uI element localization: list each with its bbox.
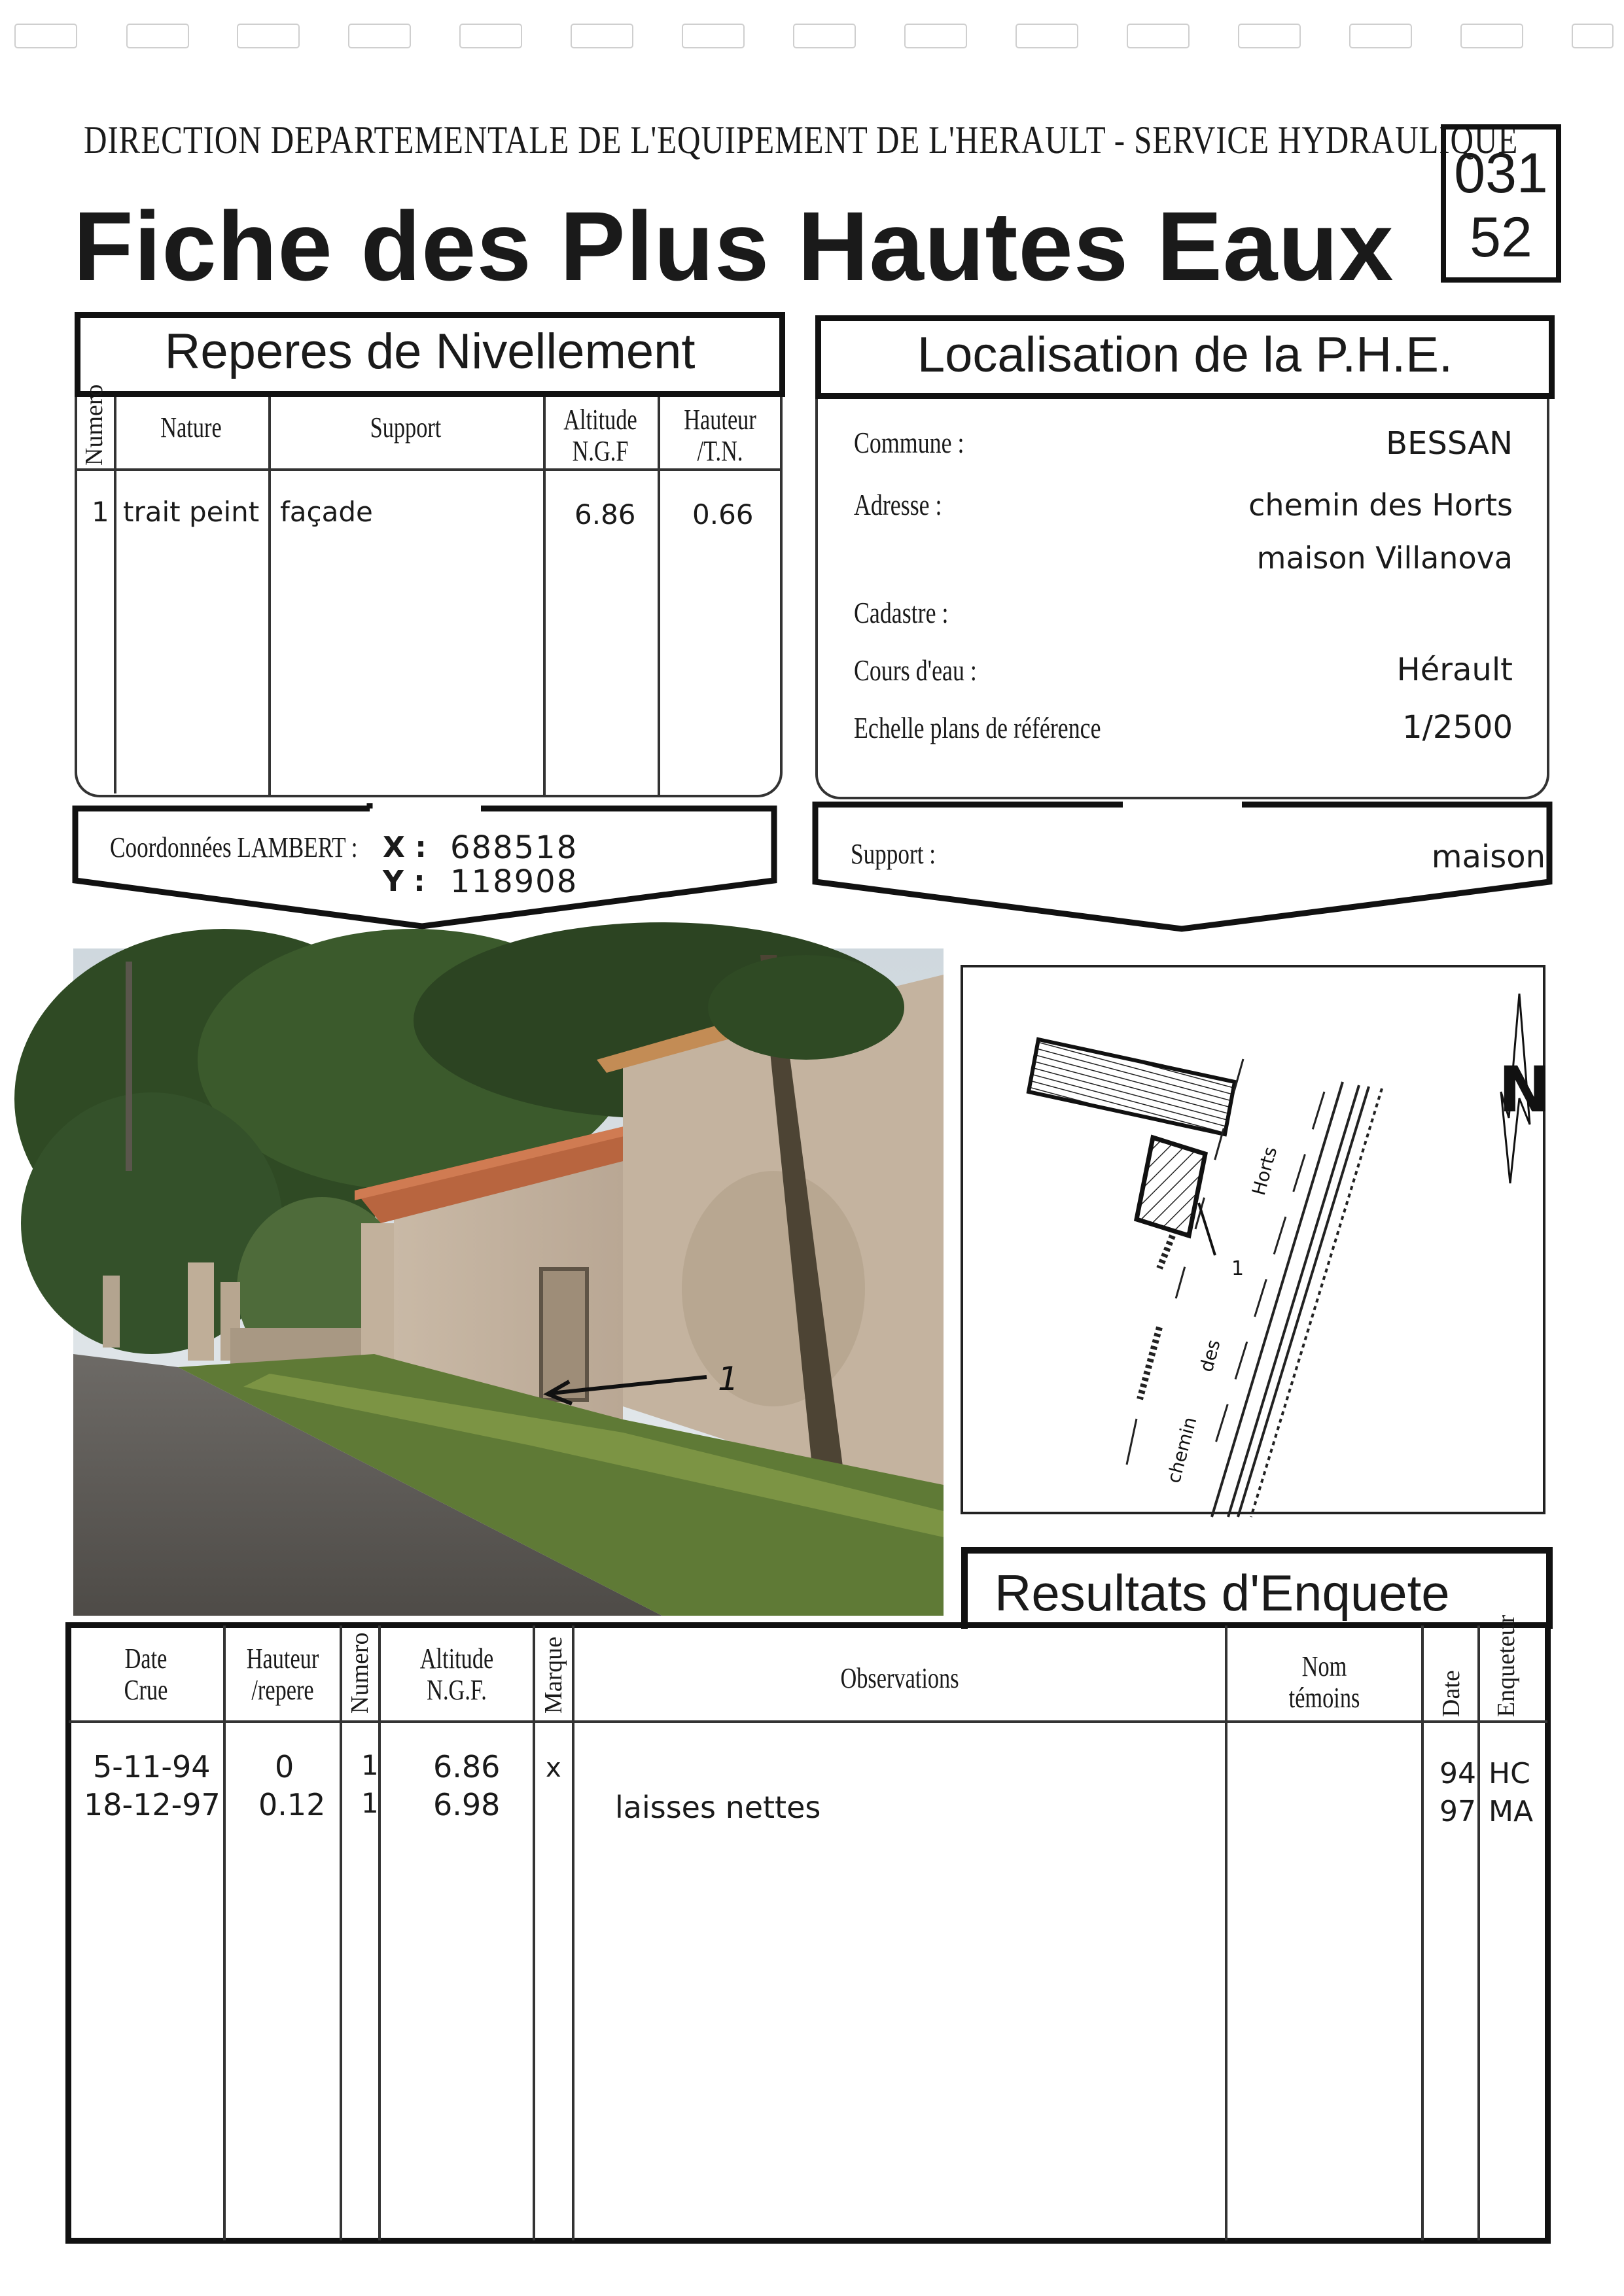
col-header-hauteur-line1: Hauteur: [684, 404, 756, 436]
col-header-enqueteur: Enqueteur: [1492, 1614, 1520, 1717]
repere-support: façade: [280, 496, 373, 528]
adresse-label: Adresse :: [854, 488, 942, 521]
repere-nature: trait peint: [123, 496, 260, 528]
table-divider: [533, 1626, 535, 2240]
sheet-code-bottom: 52: [1470, 206, 1532, 269]
col-header-altitude: [556, 404, 645, 467]
col-header-date-crue: [86, 1643, 206, 1706]
lambert-label: Coordonnées LAMBERT :: [110, 831, 358, 863]
cours-eau-value: Hérault: [1396, 652, 1513, 688]
col-header-altitude: [398, 1643, 516, 1706]
punch-hole: [459, 24, 522, 48]
col-header-altitude-line1: Altitude: [563, 404, 637, 436]
table-divider: [378, 1626, 381, 2240]
punch-hole: [348, 24, 411, 48]
punch-hole: [1460, 24, 1523, 48]
punch-hole: [793, 24, 856, 48]
col-header-numero: Numero: [346, 1632, 374, 1714]
site-photo: [73, 948, 944, 1616]
echelle-label: Echelle plans de référence: [854, 711, 1101, 744]
col-header-hauteur: [671, 404, 769, 467]
repere-hauteur: 0.66: [692, 498, 754, 531]
row-date: 97: [1439, 1795, 1476, 1828]
commune-value: BESSAN: [1386, 425, 1513, 462]
repere-altitude: 6.86: [574, 498, 636, 531]
col-header-nature: Nature: [160, 411, 222, 444]
map-street-label-1: chemin: [1162, 1414, 1201, 1486]
lambert-y-value: 118908: [450, 863, 578, 900]
col-header-date-crue-line1: Date: [124, 1643, 168, 1675]
punch-hole: [1349, 24, 1412, 48]
table-divider: [1477, 1626, 1480, 2240]
echelle-value: 1/2500: [1402, 709, 1513, 746]
col-header-hauteur-repere: [238, 1643, 327, 1706]
row-numero: 1: [361, 1749, 379, 1781]
map-street-label-3: Horts: [1247, 1144, 1282, 1198]
north-arrow-icon: [1498, 994, 1551, 1183]
col-header-altitude-line2: N.G.F.: [427, 1674, 487, 1706]
adresse-line2: maison Villanova: [1256, 540, 1513, 576]
table-divider: [223, 1626, 226, 2240]
lambert-arrow-frame: [69, 802, 792, 943]
adresse-line1: chemin des Horts: [1248, 487, 1513, 523]
col-header-observations: Observations: [840, 1662, 959, 1694]
table-header-rule: [75, 468, 783, 471]
lambert-x-label: X :: [383, 831, 427, 864]
north-label: N: [1498, 1053, 1551, 1126]
col-header-date: Date: [1438, 1670, 1465, 1717]
repere-numero: 1: [92, 496, 109, 528]
col-header-altitude-line2: N.G.F: [572, 435, 629, 467]
punch-hole: [571, 24, 633, 48]
punch-hole: [14, 24, 77, 48]
cadastre-label: Cadastre :: [854, 596, 949, 629]
lambert-y-label: Y :: [383, 865, 425, 898]
table-divider: [268, 397, 271, 796]
support-label: Support :: [851, 838, 936, 870]
row-date-crue: 18-12-97: [84, 1787, 221, 1822]
row-date-crue: 5-11-94: [93, 1749, 211, 1784]
col-header-altitude-line1: Altitude: [419, 1643, 494, 1675]
punch-hole: [237, 24, 300, 48]
organization-header: DIRECTION DEPARTEMENTALE DE L'EQUIPEMENT DE L'HERAULT - SERVICE HYDRAULIQUE: [84, 118, 1519, 162]
punch-hole: [1127, 24, 1190, 48]
punch-hole: [904, 24, 967, 48]
col-header-hauteur-line1: Hauteur: [246, 1643, 319, 1675]
col-header-hauteur-line2: /repere: [251, 1674, 314, 1706]
col-header-nom-line1: Nom: [1301, 1650, 1347, 1682]
map-street-label-2: des: [1195, 1337, 1225, 1374]
col-header-hauteur-line2: /T.N.: [697, 435, 743, 467]
row-date: 94: [1439, 1757, 1476, 1790]
punch-hole: [682, 24, 745, 48]
punch-hole: [1572, 24, 1614, 48]
localisation-section-title: Localisation de la P.H.E.: [815, 315, 1555, 399]
col-header-numero: Numero: [80, 384, 108, 466]
table-divider: [1421, 1626, 1424, 2240]
col-header-support: Support: [370, 411, 442, 444]
row-observations: laisses nettes: [615, 1790, 821, 1825]
lambert-x-value: 688518: [450, 829, 578, 866]
commune-label: Commune :: [854, 426, 964, 459]
col-header-nom-line2: témoins: [1288, 1682, 1360, 1714]
row-altitude: 6.86: [433, 1749, 501, 1784]
cours-eau-label: Cours d'eau :: [854, 653, 977, 687]
row-enqueteur: MA: [1489, 1795, 1534, 1828]
sheet-code-top: 031: [1454, 142, 1548, 205]
table-divider: [572, 1626, 574, 2240]
table-header-rule: [69, 1720, 1547, 1723]
page-title: Fiche des Plus Hautes Eaux: [73, 191, 1394, 301]
map-marker-label: 1: [1231, 1257, 1244, 1280]
resultats-section-title: Resultats d'Enquete: [995, 1564, 1450, 1622]
row-marque: x: [546, 1753, 561, 1783]
table-divider: [340, 1626, 342, 2240]
col-header-nom-temoins: [1249, 1651, 1400, 1714]
col-header-marque: Marque: [540, 1636, 567, 1714]
photo-annotation-label: 1: [718, 1360, 739, 1398]
col-header-date-crue-line2: Crue: [124, 1674, 168, 1706]
punch-hole: [1015, 24, 1078, 48]
resultats-table: [65, 1622, 1551, 2244]
row-hauteur: 0.12: [258, 1787, 326, 1822]
punch-hole: [1238, 24, 1301, 48]
table-divider: [114, 397, 116, 793]
location-map: [961, 965, 1551, 1514]
sheet-code-box: [1441, 124, 1561, 283]
table-divider: [658, 397, 660, 797]
table-divider: [1225, 1626, 1227, 2240]
row-numero: 1: [361, 1787, 379, 1819]
support-value: maison: [1431, 839, 1545, 875]
row-enqueteur: HC: [1489, 1757, 1530, 1790]
table-divider: [543, 397, 546, 797]
punch-hole: [126, 24, 189, 48]
row-altitude: 6.98: [433, 1787, 501, 1822]
row-hauteur: 0: [275, 1749, 294, 1784]
reperes-section-title: Reperes de Nivellement: [75, 312, 785, 397]
